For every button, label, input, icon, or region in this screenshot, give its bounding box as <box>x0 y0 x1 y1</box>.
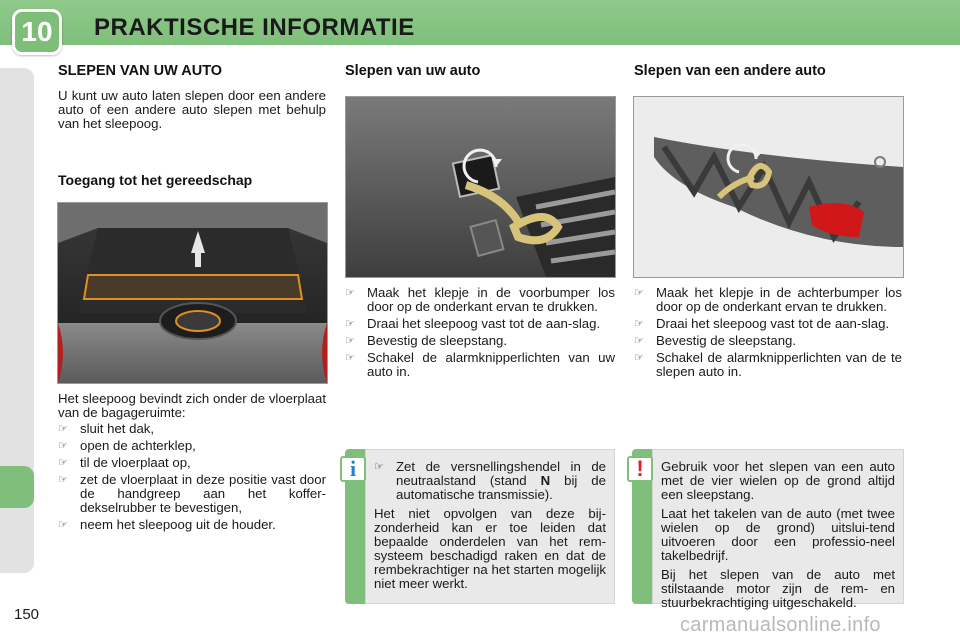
subheading-tools: Toegang tot het gereedschap <box>58 172 253 188</box>
info-box-content <box>365 449 615 604</box>
warning-paragraph: Laat het takelen van de auto (met twee wielen op de grond) uitslui-tend uitvoeren door een professio-neel takelbedrijf. <box>661 506 895 563</box>
section-heading-own-car: Slepen van uw auto <box>345 63 481 79</box>
pointing-hand-icon: ☞ <box>58 473 68 486</box>
info-box <box>345 449 615 604</box>
warning-icon: ! <box>627 456 653 482</box>
list-item: ☞ til de vloerplaat op, <box>58 455 191 470</box>
intro-text: U kunt uw auto laten slepen door een andere auto of een andere auto slepen met behulp van het sleepoog. <box>58 88 326 131</box>
section-heading: SLEPEN VAN UW AUTO <box>58 63 223 79</box>
list-item: ☞ Maak het klepje in de achterbumper los door op de onderkant ervan te drukken. <box>634 285 902 314</box>
list-item: ☞ Bevestig de sleepstang. <box>634 333 797 348</box>
list-item: ☞ sluit het dak, <box>58 421 155 436</box>
chapter-number-badge: 10 <box>12 9 62 55</box>
page-number: 150 <box>14 606 40 623</box>
pointing-hand-icon: ☞ <box>634 351 644 364</box>
pointing-hand-icon: ☞ <box>345 334 355 347</box>
gear-position-letter: N <box>540 473 551 488</box>
watermark: carmanualsonline.info <box>680 614 881 636</box>
warning-box-content <box>652 449 904 610</box>
own-car-steps-list <box>345 286 615 382</box>
pointing-hand-icon: ☞ <box>634 317 644 330</box>
list-item: ☞ Bevestig de sleepstang. <box>345 333 508 348</box>
list-item: ☞ Schakel de alarmknipperlichten van uw auto in. <box>345 350 615 379</box>
pointing-hand-icon: ☞ <box>345 351 355 364</box>
page-title: PRAKTISCHE INFORMATIE <box>94 14 415 41</box>
list-item: ☞ open de achterklep, <box>58 438 196 453</box>
other-car-steps-list <box>634 286 902 382</box>
side-tab-active <box>0 466 34 508</box>
pointing-hand-icon: ☞ <box>634 286 644 299</box>
list-item: ☞ neem het sleepoog uit de houder. <box>58 517 276 532</box>
pointing-hand-icon: ☞ <box>374 461 384 473</box>
tools-intro-text: Het sleepoog bevindt zich onder de vloerplaat van de bagageruimte: <box>58 391 326 420</box>
list-item: ☞ Schakel de alarmknipperlichten van de te slepen auto in. <box>634 350 902 379</box>
tools-steps-list <box>58 422 326 535</box>
rear-bumper-photo <box>633 96 904 278</box>
pointing-hand-icon: ☞ <box>58 439 68 452</box>
pointing-hand-icon: ☞ <box>345 317 355 330</box>
pointing-hand-icon: ☞ <box>634 334 644 347</box>
info-icon: i <box>340 456 366 482</box>
list-item: ☞ Maak het klepje in de voorbumper los door op de onderkant ervan te drukken. <box>345 285 615 314</box>
warning-box <box>632 449 904 610</box>
list-item: ☞ zet de vloerplaat in deze positie vast door de handgreep aan het koffer-dekselrubber te bevestigen, <box>58 472 326 515</box>
warning-paragraph: Gebruik voor het slepen van een auto met de vier wielen op de grond altijd een sleepstang. <box>661 459 895 502</box>
pointing-hand-icon: ☞ <box>58 518 68 531</box>
pointing-hand-icon: ☞ <box>345 286 355 299</box>
pointing-hand-icon: ☞ <box>58 456 68 469</box>
pointing-hand-icon: ☞ <box>58 422 68 435</box>
list-item: ☞ Draai het sleepoog vast tot de aan-slag. <box>345 316 601 331</box>
warning-paragraph: Bij het slepen van de auto met stilstaande motor zijn de rem- en stuurbekrachtiging uitgeschakeld. <box>661 567 895 610</box>
list-item: ☞ Draai het sleepoog vast tot de aan-slag. <box>634 316 890 331</box>
info-box-paragraph: Het niet opvolgen van deze bij-zonderheid kan er toe leiden dat bepaalde onderdelen van het rem-systeem beschadigd raken en dat de rembekrachtiger na het starten mogelijk niet meer werkt. <box>374 506 606 591</box>
front-bumper-photo <box>345 96 616 278</box>
info-box-bullet: ☞ Zet de versnellingshendel in de neutraalstand (stand N bij de automatische transmissie). <box>374 459 606 502</box>
trunk-photo <box>57 202 328 384</box>
section-heading-other-car: Slepen van een andere auto <box>634 63 826 79</box>
